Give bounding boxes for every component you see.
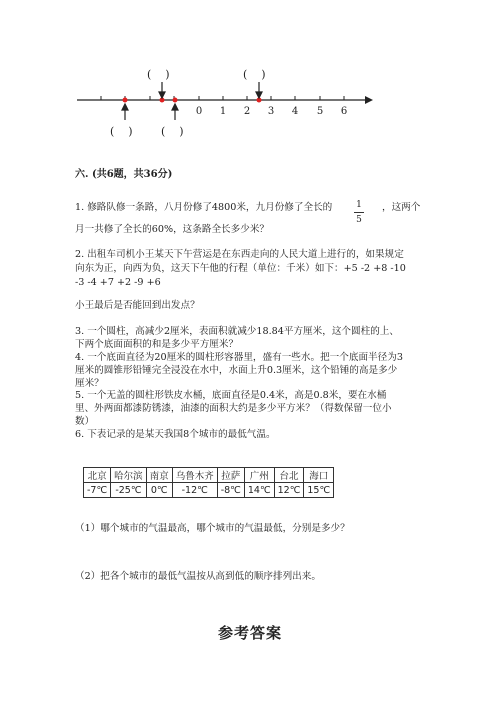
tick-label-3: 3 [267,106,275,117]
table-cell: -25℃ [111,483,147,498]
fraction-numerator: 1 [356,200,362,210]
down-arrow-icons [159,82,262,98]
q6-line1: 6. 下表记录的是某天我国8个城市的最低气温。 [75,429,276,440]
fraction-denominator: 5 [356,215,362,225]
table-cell: 12℃ [274,483,304,498]
number-line [75,60,375,150]
bracket-top-left: ( ) [147,68,170,81]
q2-line4: 小王最后是否能回到出发点？ [75,300,200,311]
up-arrow-icons [122,104,178,120]
sub-question-1: （1）哪个城市的气温最高，哪个城市的气温最低，分别是多少？ [75,523,350,534]
axis-arrow-icon [365,96,373,104]
q1-line1-end: ，这两个 [382,202,421,213]
q5-line3: 数） [75,416,95,427]
table-row-temps [84,483,334,498]
table-cell: 乌鲁木齐 [172,468,217,483]
section-title: 六. (共6题，共36分) [75,169,173,180]
q4-line2: 厘米的圆锥形铅锤完全浸没在水中，水面上升0.3厘米，这个铅锤的高是多少 [75,365,398,376]
table-cell: 哈尔滨 [111,468,147,483]
point-a [123,98,128,103]
q4-line1: 4. 一个底面直径为20厘米的圆柱形容器里，盛有一些水。把一个底面半径为3 [75,352,403,363]
bracket-top-right: ( ) [243,68,266,81]
tick-label-4: 4 [291,106,299,117]
table-cell: 拉萨 [217,468,244,483]
bracket-bottom-right: ( ) [161,125,184,138]
q2-line1: 2. 出租车司机小王某天下午营运是在东西走向的人民大道上进行的，如果规定 [75,249,404,260]
q3-line2: 下两个底面面积的和是多少平方厘米？ [75,339,239,350]
q5-line2: 里、外两面都漆防锈漆，油漆的面积大约是多少平方米？（得数保留一位小 [75,403,392,414]
table-cell: 南京 [146,468,172,483]
table-cell: 0℃ [146,483,172,498]
q2-line2: 向东为正，向西为负，这天下午他的行程（单位：千米）如下：+5 -2 +8 -10 [75,263,406,274]
temperature-table [83,467,334,498]
bracket-bottom-left: ( ) [110,125,133,138]
table-cell: -8℃ [217,483,244,498]
q4-line3: 厘米？ [75,378,104,389]
tick-label-0: 0 [195,106,203,117]
tick-label-2: 2 [243,106,251,117]
fraction-bar [354,212,364,213]
q1-line2: 月一共修了全长的60%，这条路全长多少米？ [75,224,270,235]
tick-label-1: 1 [219,106,227,117]
table-row-cities [84,468,334,483]
q5-line1: 5. 一个无盖的圆柱形铁皮水桶，底面直径是0.4米，高是0.8米，要在水桶 [75,390,387,401]
table-cell: 北京 [84,468,111,483]
table-cell: 台北 [274,468,304,483]
table-cell: 15℃ [304,483,334,498]
table-cell: -12℃ [172,483,217,498]
tick-label-5: 5 [316,106,324,117]
table-cell: 海口 [304,468,334,483]
table-cell: 14℃ [244,483,274,498]
tick-label-6: 6 [340,106,348,117]
q3-line1: 3. 一个圆柱，高减少2厘米，表面积就减少18.84平方厘米，这个圆柱的上、 [75,326,399,337]
q2-line3: -3 -4 +7 +2 -9 +6 [75,277,161,288]
point-c [173,98,178,103]
table-cell: -7℃ [84,483,111,498]
q1-line1: 1. 修路队修一条路，八月份修了4800米，九月份修了全长的 [75,202,333,213]
table-cell: 广州 [244,468,274,483]
answers-title: 参考答案 [217,624,282,642]
sub-question-2: （2）把各个城市的最低气温按从高到低的顺序排列出来。 [75,571,321,582]
q1-fraction [352,200,366,225]
